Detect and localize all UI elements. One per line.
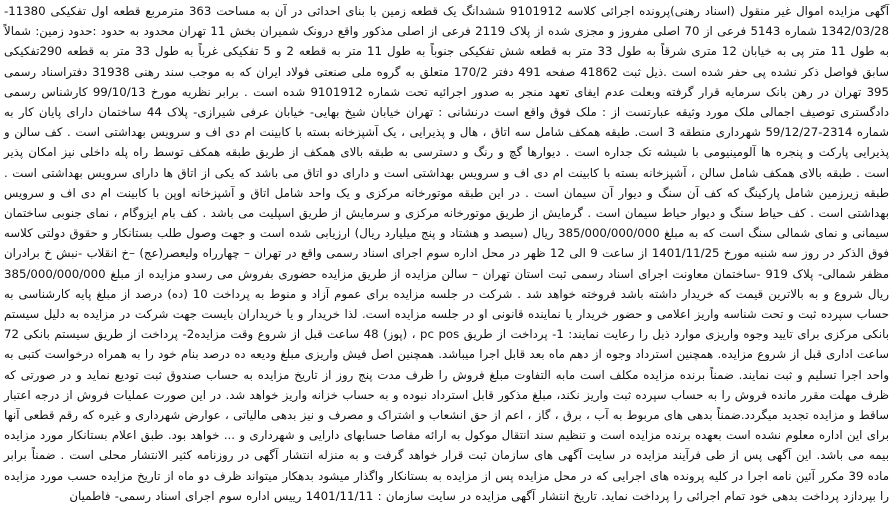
notice-body-text: آگهی مزایده اموال غیر منقول (اسناد رهنی)پرونده اجرائی کلاسه 9101912 ششدانگ یک قطعه زمین با بنای احداثی در آن به مساحت 363 مترمربع قطعه اول تفکیکی 11380-1342/03/28 شماره 5143 فرعی از 70 اصلی مفروز و مجزی شده از پلاک 2119 فرعی از اصلی مذکور واقع درونک شمیران بخش 11 تهران محدود به حدود :حدود زمین: شمالاً به طول 11 متر پی به خیابان 12 متری شرقاً به طول 33 متر به قطعه شش تفکیکی جنوباً به طول 11 متر به قطعه 2 و 5 تفکیکی غرباً به طول 33 متر به قطعه 290تفکیکی سابق فواصل ذکر نشده پی حفر شده است .ذیل ثبت 41862 صفحه 491 دفتر 170/2 متعلق به گروه ملی صنعتی فولاد ایران که به موجب سند رهنی 31938 دفتراسناد رسمی 395 تهران در رهن بانک سرمایه قرار گرفته وبعلت عدم ایفای تعهد منجر به صدور اجرائیه تحت شماره 9101912 شده است . برابر نظریه مورخ 99/10/13 کارشناس رسمی دادگستری توصیف اجمالی ملک مورد وثیقه عبارتست از : ملک فوق واقع است درنشانی : تهران خیابان شیخ بهایی- خیابان عرفی شیرازی- پلاک 44 ساختمان دارای پایان کار به شماره 2314-59/12/27 شهرداری منطقه 3 است. طبقه همکف شامل سه اتاق ، هال و پذیرایی ، یک آشپزخانه بسته با کابینت ام دی اف و سرویس بهداشتی است . کف سالن و پذیرایی پارکت و پنجره ها آلومینیومی با شیشه تک جداره است . دیوارها گچ و رنگ و دسترسی به طبقه بالای همکف از طریق طبقه همکف توسط راه پله داخلی نیز امکان پذیر است . طبقه بالای همکف شامل سالن ، آشپزخانه بسته با کابینت ام دی اف و سرویس بهداشتی است و دارای دو اتاق می باشد که یکی از اتاق ها دارای سرویس بهداشتی است . طبقه زیرزمین شامل پارکینگ که کف آن سنگ و دیوار آن سیمان است . در این طبقه موتورخانه مرکزی و یک واحد شامل اتاق و آشپزخانه اوپن با کابینت ام دی اف و سرویس بهداشتی است . کف حیاط سنگ و دیوار حیاط سیمان است . گرمایش از طریق موتورخانه مرکزی و سرمایش از طریق اسپلیت می باشد . کف بام ایزوگام ، نمای جنوبی ساختمان سیمانی و نمای شمالی سنگ است که به مبلغ 385/000/000/000 ریال (سیصد و هشتاد و پنج میلیارد ریال) ارزیابی شده است و جهت وصول طلب بستانکار و حقوق دولتی کلاسه فوق الذکر در روز سه شنبه مورخ 1401/11/25 از ساعت 9 الی 12 ظهر در محل اداره سوم اجرای اسناد رسمی واقع در تهران – چهارراه ولیعصر(عج) –خ انقلاب -نبش خ برادران مظفر شمالی- پلاک 919 -ساختمان معاونت اجرای اسناد رسمی ثبت استان تهران – سالن مزایده از طریق مزایده حضوری بفروش می رسدو مزایده از مبلغ 385/000/000/000 ریال شروع و به بالاترین قیمت که خریدار داشته باشد فروخته خواهد شد . شرکت در جلسه مزایده برای عموم آزاد و منوط به پرداخت 10 (ده) درصد از مبلغ پایه کارشناسی به حساب سپرده ثبت و تحت شناسه واریز اعلامی و حضور خریدار یا نماینده قانونی او در جلسه مزایده است. لذا خریدار و یا خریداران بایست جهت شرکت در مزایده به دلیل سیستم بانکی مرکزی برای تایید وجوه واریزی موارد ذیل را رعایت نمایند: 1- پرداخت از طریق pc pos ، (پوز) 48 ساعت قبل از شروع وقت مزایده2- پرداخت از طریق سیستم بانکی 72 ساعت اداری قبل از شروع مزایده. همچنین استرداد وجوه از دهم ماه بعد قابل اجرا میباشد. همچنین اصل فیش واریزی مبلغ ودیعه ده درصد بنام خود را به همراه درخواست کتبی به واحد اجرا تسلیم و ثبت نمایند. ضمناً برنده مزایده مکلف است مابه التفاوت مبلغ فروش را ظرف مدت پنج روز از تاریخ مزایده به حساب صندوق ثبت تودیع نماید و در صورتی که ظرف مهلت مقرر مانده فروش را به حساب سپرده ثبت واریز نکند، مبلغ مذکور قابل استرداد نبوده و به حساب خزانه واریز خواهد شد. در این صورت عملیات فروش از درجه اعتبار ساقط و مزایده تجدید میگردد.ضمناً بدهی های مربوط به آب ، برق ، گاز ، اعم از حق انشعاب و اشتراک و مصرف و نیز بدهی مالیاتی ، عوارض شهرداری و غیره که رقم قطعی آنها برای این اداره معلوم نشده است بعهده برنده مزایده است و تنظیم سند انتقال موکول به ارائه مفاصا حسابهای دارایی و شهرداری و ... خواهد بود. طبق اعلام بستانکار مورد مزایده بیمه می باشد. این آگهی پس از طی فرآیند مزایده در سایت آگهی های سازمان ثبت قرار خواهد گرفت و به منزله انتشار آگهی در روزنامه کثیر الانتشار محلی است . ضمناً برابر ماده 39 مکرر آئین نامه اجرا در کلیه پرونده های اجرایی که در محل مزایده پس از مزایده به بستانکار واگذار میشود بدهکار میتواند ظرف دو ماه از تاریخ مزایده حسب مورد مزایده را بپردازد پرداخت بدهی خود تمام اجرائی را پرداخت نماید. تاریخ انتشار آگهی مزایده در سایت سازمان : 1401/11/11 رییس اداره سوم اجرای اسناد رسمی- فاطمیان [4,4,890,503]
auction-notice [4,1,889,506]
